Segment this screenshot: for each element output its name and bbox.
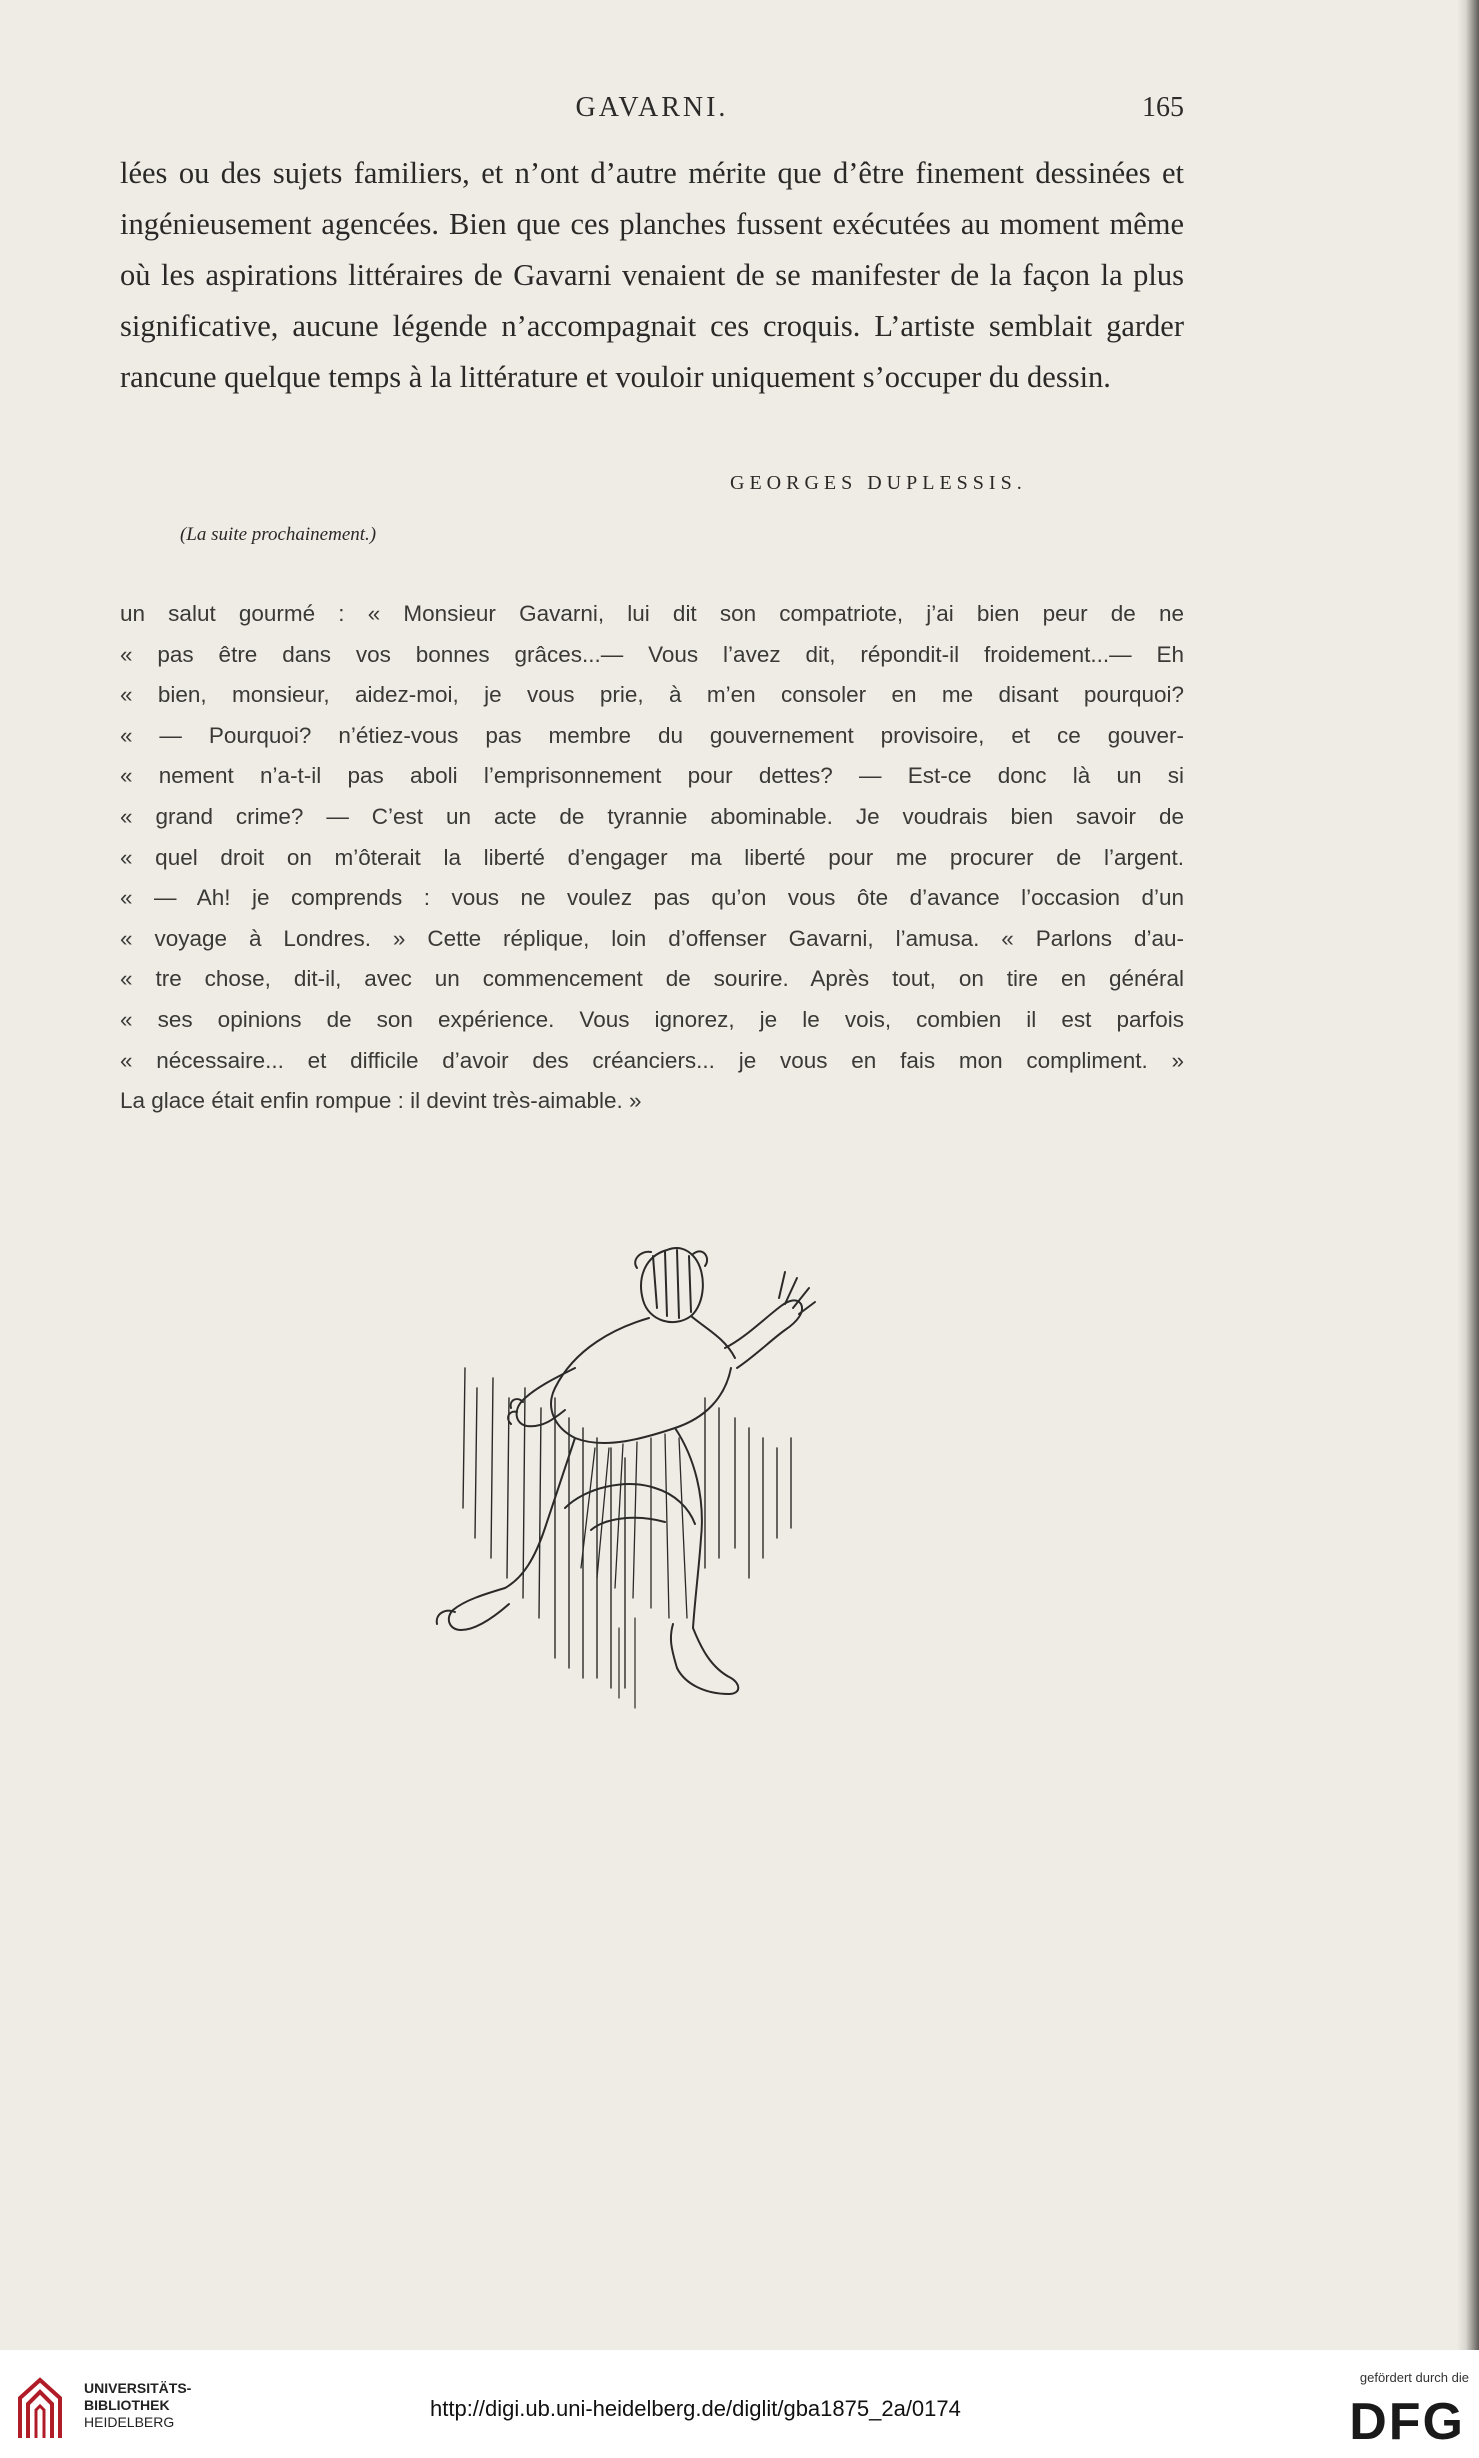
text-line: un salut gourmé : « Monsieur Gavarni, lui dit son compatriote, j’ai bien peur de ne [120, 601, 1184, 626]
text-line: « nement n’a-t-il pas aboli l’emprisonnement pour dettes? — Est-ce donc là un si [120, 763, 1184, 789]
lower-paragraph [120, 594, 1184, 1122]
upper-paragraph-block [120, 148, 1184, 403]
library-name [84, 2380, 191, 2431]
library-name-line: UNIVERSITÄTS- [84, 2380, 192, 2396]
text-line: « pas être dans vos bonnes grâces...— Vous l’avez dit, répondit-il froidement...— Eh [120, 641, 1184, 667]
running-head [120, 92, 1184, 132]
page-number: 165 [1142, 92, 1184, 123]
text-line: « nécessaire... et difficile d’avoir des créanciers... je vous en fais mon compliment. » [120, 1047, 1184, 1073]
text-line: « tre chose, dit-il, avec un commencement de sourire. Après tout, on tire en général [120, 966, 1184, 992]
continued-note: (La suite prochainement.) [180, 524, 377, 545]
footer-bar [0, 2350, 1479, 2458]
library-logo-icon [14, 2374, 66, 2444]
text-line: « grand crime? — C’est un acte de tyrannie abominable. Je voudrais bien savoir de [120, 803, 1184, 829]
text-line: « ses opinions de son expérience. Vous ignorez, je le vois, combien il est parfois [120, 1006, 1184, 1032]
library-name-line: HEIDELBERG [84, 2414, 175, 2430]
funder-caption: gefördert durch die [1359, 2370, 1469, 2385]
text-line: La glace était enfin rompue : il devint très-aimable. » [120, 1088, 642, 1114]
text-line: « bien, monsieur, aidez-moi, je vous prie, à m’en consoler en me disant pourquoi? [120, 682, 1184, 708]
upper-paragraph: lées ou des sujets familiers, et n’ont d’autre mérite que d’être finement dessinées et ingénieusement agencées. Bien que ces planches fussent exécutées au moment même où les aspirations littéraires de Gavarni venaient de se manifester de la façon la plus significative, aucune légende n’accompagnait ces croquis. L’artiste semblait garder rancune quelque temps à la littérature et vouloir uniquement s’occuper du dessin. [120, 156, 1184, 394]
text-line: « — Pourquoi? n’étiez-vous pas membre du gouvernement provisoire, et ce gouver- [120, 722, 1184, 748]
permalink-url[interactable]: http://digi.ub.uni-heidelberg.de/diglit/gba1875_2a/0174 [430, 2396, 961, 2421]
text-line: « quel droit on m’ôterait la liberté d’engager ma liberté pour me procurer de l’argent. [120, 844, 1184, 870]
page-edge-shadow [1457, 0, 1479, 2350]
text-line: « — Ah! je comprends : vous ne voulez pas qu’on vous ôte d’avance l’occasion d’un [120, 885, 1184, 911]
author-signature: GEORGES DUPLESSIS. [730, 472, 1027, 494]
running-figure-sketch [405, 1238, 925, 1758]
text-line: « voyage à Londres. » Cette réplique, loin d’offenser Gavarni, l’amusa. « Parlons d’au- [120, 925, 1184, 951]
dfg-logo: DFG [1349, 2393, 1465, 2451]
running-head-title: GAVARNI. [575, 92, 729, 123]
library-name-line: BIBLIOTHEK [84, 2397, 170, 2413]
